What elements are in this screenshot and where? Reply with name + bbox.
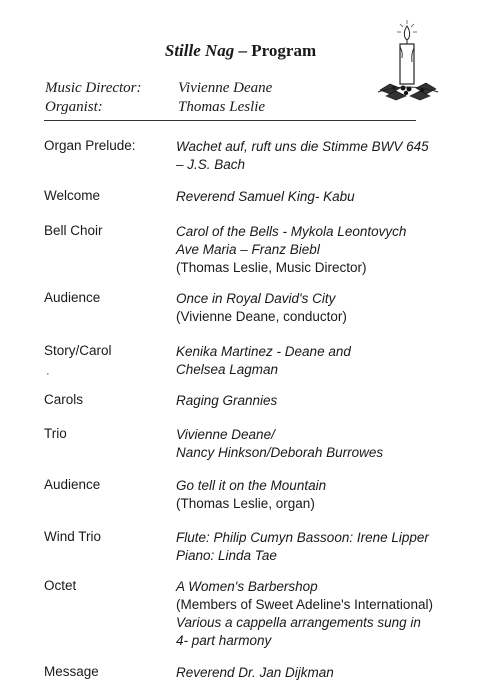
program-item-line: – J.S. Bach: [176, 157, 246, 172]
program-item-line: (Vivienne Deane, conductor): [176, 309, 347, 324]
program-item-label: Story/Carol: [44, 343, 112, 358]
role-label-music-director: Music Director:: [45, 80, 142, 96]
program-item-details: [176, 138, 476, 174]
program-item-line: Flute: Philip Cumyn Bassoon: Irene Lipper: [176, 530, 429, 545]
program-item-line: Carol of the Bells - Mykola Leontovych: [176, 224, 407, 239]
title-name: Stille Nag: [164, 41, 235, 60]
program-item-label: Wind Trio: [44, 529, 102, 544]
role-name-organist: Thomas Leslie: [178, 99, 266, 115]
program-item-line: (Thomas Leslie, Music Director): [176, 260, 367, 275]
title-rest: – Program: [234, 41, 317, 60]
program-item-details: [176, 664, 476, 682]
program-item-details: [176, 290, 476, 326]
program-item-line: 4- part harmony: [176, 633, 272, 648]
program-item-label: Message: [44, 664, 99, 679]
program-item-line: (Members of Sweet Adeline's International): [176, 597, 433, 612]
program-item-label: Trio: [44, 426, 67, 441]
program-item-line: A Women's Barbershop: [176, 579, 318, 594]
program-item-line: Chelsea Lagman: [176, 362, 279, 377]
program-item-label: Carols: [44, 392, 84, 407]
program-item-details: [176, 343, 476, 379]
candle-wreath-icon: [376, 18, 440, 102]
role-name-music-director: Vivienne Deane: [178, 80, 273, 96]
program-item-details: [176, 392, 476, 410]
program-item-details: [176, 477, 476, 513]
program-item-line: Piano: Linda Tae: [176, 548, 277, 563]
program-item-details: [176, 426, 476, 462]
program-item-line: Kenika Martinez - Deane and: [176, 344, 351, 359]
program-item-line: Vivienne Deane/: [176, 427, 275, 442]
program-item-details: [176, 188, 476, 206]
program-item-line: Once in Royal David's City: [176, 291, 336, 306]
program-item-details: [176, 578, 476, 650]
program-item-line: Raging Grannies: [176, 393, 278, 408]
program-item-line: Wachet auf, ruft uns die Stimme BWV 645: [176, 139, 429, 154]
program-item-details: [176, 529, 476, 565]
program-item-label: Welcome: [44, 188, 101, 203]
program-item-line: Reverend Dr. Jan Dijkman: [176, 665, 334, 680]
program-item-line: (Thomas Leslie, organ): [176, 496, 315, 511]
program-item-label: Audience: [44, 477, 101, 492]
program-item-line: Various a cappella arrangements sung in: [176, 615, 421, 630]
divider: [44, 120, 416, 121]
program-item-label: Bell Choir: [44, 223, 103, 238]
program-item-details: [176, 223, 476, 277]
program-item-label: Octet: [44, 578, 77, 593]
program-item-label: Audience: [44, 290, 101, 305]
stray-mark: ·: [46, 368, 50, 380]
program-item-line: Nancy Hinkson/Deborah Burrowes: [176, 445, 384, 460]
program-item-line: Reverend Samuel King- Kabu: [176, 189, 355, 204]
program-item-line: Go tell it on the Mountain: [176, 478, 327, 493]
program-item-label: Organ Prelude:: [44, 138, 136, 153]
program-item-line: Ave Maria – Franz Biebl: [176, 242, 320, 257]
role-label-organist: Organist:: [45, 99, 103, 115]
